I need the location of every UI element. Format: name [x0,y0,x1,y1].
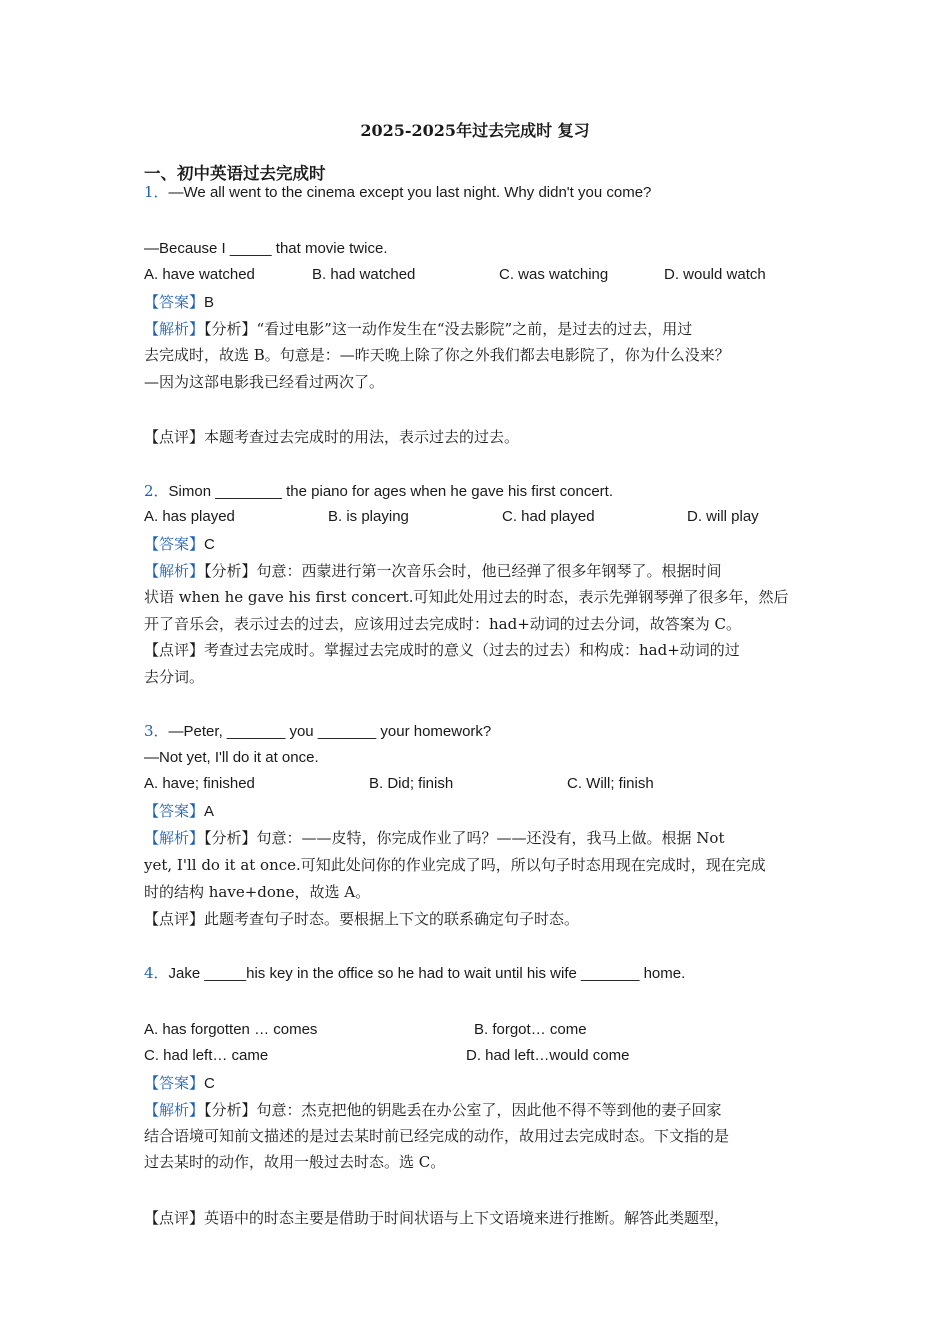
comment-line: 【点评】本题考查过去完成时的用法，表示过去的过去。 [144,428,520,446]
analysis-text: 过去某时的动作，故用一般过去时态。选 C。 [144,1153,446,1171]
answer-value: C [204,536,215,553]
analysis-line [144,1100,722,1120]
text: —Because I [144,240,230,257]
question-1-stem [144,182,651,203]
analysis-label: 【解析】 [144,829,205,847]
text: that movie twice. [271,240,388,257]
analysis-text: 去完成时，故选 B。句意是：—昨天晚上除了你之外我们都去电影院了，你为什么没来？ [144,346,730,364]
comment-line: 【点评】此题考查句子时态。要根据上下文的联系确定句子时态。 [144,910,580,928]
analysis-label: 【解析】 [144,1101,205,1119]
option-c: C. had played [502,508,595,525]
option-a: A. have watched [144,266,255,283]
answer-label: 【答案】 [144,802,205,820]
question-text: Simon ________ the piano for ages when he gave his first concert. [168,483,613,500]
section-heading: 一、初中英语过去完成时 [144,164,326,183]
analysis-text: —因为这部电影我已经看过两次了。 [144,373,385,391]
answer-value: B [204,294,215,311]
option-a: A. has played [144,508,235,525]
answer-blank: _____ [229,240,272,257]
analysis-line [144,561,722,581]
analysis-text: 状语 when he gave his first concert.可知此处用过去的时态，表示先弹钢琴弹了很多年，然后 [144,588,789,606]
option-c: C. was watching [499,266,609,283]
analysis-label: 【解析】 [144,320,205,338]
answer-label: 【答案】 [144,1074,205,1092]
page-title: 2025-2025年过去完成时 复习 [360,121,590,140]
question-text: —We all went to the cinema except you last night. Why didn't you come? [168,184,652,201]
option-b: B. Did; finish [369,775,454,792]
analysis-text: 【分析】“看过电影”这一动作发生在“没去影院”之前，是过去的过去，用过 [204,320,693,338]
answer-line [144,1073,215,1094]
question-text: Jake _____his key in the office so he had to wait until his wife _______ home. [168,965,686,982]
option-d: D. will play [687,508,759,525]
question-text: —Peter, _______ you _______ your homework? [168,723,492,740]
comment-line: 去分词。 [144,668,205,686]
option-c: C. Will; finish [567,775,654,792]
question-number: 2． [144,482,169,500]
question-number: 4． [144,964,169,982]
comment-line: 【点评】考查过去完成时。掌握过去完成时的意义（过去的过去）和构成：had+动词的过 [144,641,740,659]
question-number: 1． [144,183,169,201]
analysis-text: 时的结构 have+done，故选 A。 [144,883,371,901]
answer-line [144,801,214,822]
answer-label: 【答案】 [144,535,205,553]
analysis-text: 【分析】句意：西蒙进行第一次音乐会时，他已经弹了很多年钢琴了。根据时间 [204,562,722,580]
question-1-line2 [144,239,388,259]
question-2-stem [144,481,613,502]
option-d: D. would watch [664,266,766,283]
option-b: B. is playing [328,508,409,525]
option-b: B. forgot… come [474,1021,587,1038]
analysis-text: 结合语境可知前文描述的是过去某时前已经完成的动作，故用过去完成时态。下文指的是 [144,1127,730,1145]
answer-line [144,534,215,555]
question-4-stem [144,963,685,984]
answer-value: A [204,803,215,820]
analysis-line [144,828,724,848]
comment-line: 【点评】英语中的时态主要是借助于时间状语与上下文语境来进行推断。解答此类题型， [144,1209,730,1227]
answer-label: 【答案】 [144,293,205,311]
answer-value: C [204,1075,215,1092]
option-a: A. has forgotten … comes [144,1021,318,1038]
question-number: 3． [144,722,169,740]
analysis-text: 开了音乐会，表示过去的过去，应该用过去完成时：had+动词的过去分词，故答案为 C。 [144,615,742,633]
answer-line [144,292,214,313]
option-b: B. had watched [312,266,416,283]
option-c: C. had left… came [144,1047,269,1064]
analysis-label: 【解析】 [144,562,205,580]
option-a: A. have; finished [144,775,255,792]
analysis-text: 【分析】句意：杰克把他的钥匙丢在办公室了，因此他不得不等到他的妻子回家 [204,1101,722,1119]
analysis-line [144,319,692,339]
question-3-stem [144,721,491,742]
question-3-line2: —Not yet, I'll do it at once. [144,749,319,766]
option-d: D. had left…would come [466,1047,630,1064]
analysis-text: 【分析】句意：——皮特，你完成作业了吗？——还没有，我马上做。根据 Not [204,829,725,847]
analysis-text: yet, I'll do it at once.可知此处问你的作业完成了吗，所以句子时态用现在完成时，现在完成 [144,856,766,874]
